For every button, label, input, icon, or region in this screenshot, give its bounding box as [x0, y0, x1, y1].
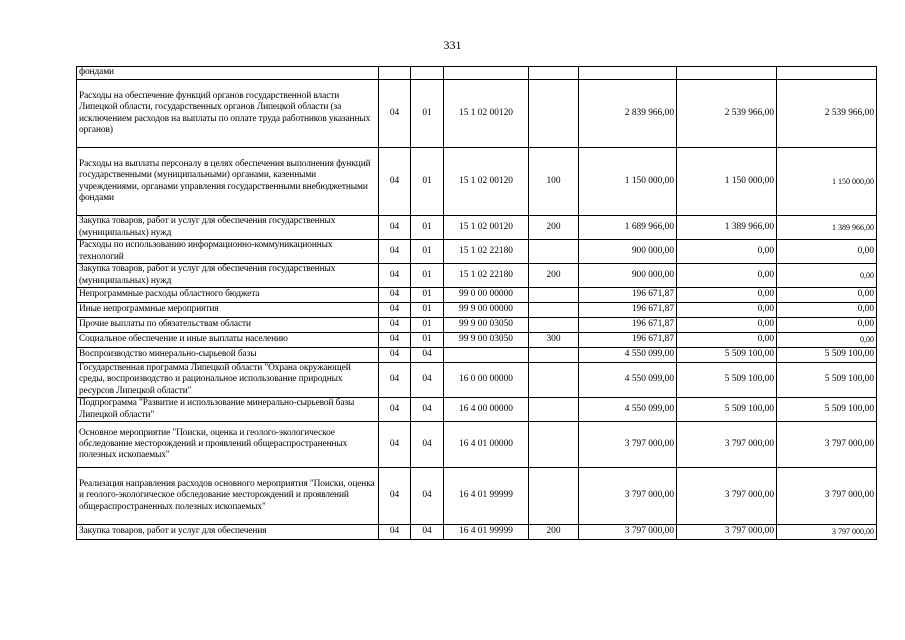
- row-name: Закупка товаров, работ и услуг для обеспечения государственных (муниципальных) нужд: [77, 216, 379, 240]
- amount-year-1: 3 797 000,00: [579, 525, 677, 540]
- section-code: 04: [379, 288, 411, 303]
- section-code: 04: [379, 398, 411, 422]
- amount-year-2: 3 797 000,00: [677, 422, 777, 468]
- amount-year-3: 1 150 000,00: [777, 148, 877, 216]
- expense-type-code: 300: [529, 333, 579, 348]
- subsection-code: 01: [411, 240, 444, 264]
- amount-year-3: 0,00: [777, 288, 877, 303]
- target-article-code: 15 1 02 00120: [444, 148, 529, 216]
- budget-table: [76, 66, 877, 540]
- amount-year-3: 0,00: [777, 240, 877, 264]
- section-code: 04: [379, 468, 411, 525]
- expense-type-code: 200: [529, 264, 579, 288]
- target-article-code: 16 4 01 00000: [444, 422, 529, 468]
- row-name: Расходы по использованию информационно-коммуникационных технологий: [77, 240, 379, 264]
- amount-year-3: 5 509 100,00: [777, 398, 877, 422]
- amount-year-1: 196 671,87: [579, 288, 677, 303]
- target-article-code: 16 4 01 99999: [444, 468, 529, 525]
- target-article-code: 15 1 02 22180: [444, 240, 529, 264]
- target-article-code: [444, 67, 529, 80]
- subsection-code: 01: [411, 333, 444, 348]
- section-code: 04: [379, 148, 411, 216]
- row-name: фондами: [77, 67, 379, 80]
- table-row: [77, 468, 877, 525]
- expense-type-code: [529, 468, 579, 525]
- amount-year-2: 0,00: [677, 333, 777, 348]
- amount-year-1: 196 671,87: [579, 333, 677, 348]
- table-row: [77, 67, 877, 80]
- amount-year-1: 900 000,00: [579, 264, 677, 288]
- amount-year-1: 4 550 099,00: [579, 398, 677, 422]
- expense-type-code: [529, 288, 579, 303]
- amount-year-1: 1 689 966,00: [579, 216, 677, 240]
- row-name: Иные непрограммные мероприятия: [77, 303, 379, 318]
- table-row: [77, 216, 877, 240]
- expense-type-code: 100: [529, 148, 579, 216]
- section-code: 04: [379, 333, 411, 348]
- subsection-code: 01: [411, 148, 444, 216]
- row-name: Государственная программа Липецкой области "Охрана окружающей среды, воспроизводство и рациональное использование природных ресурсов Липецкой области": [77, 363, 379, 398]
- amount-year-3: 1 389 966,00: [777, 216, 877, 240]
- page-number: 331: [443, 38, 462, 52]
- row-name: Основное мероприятие "Поиски, оценка и геолого-экологическое обследование месторождений и проявлений общераспространенных полезных ископаемых": [77, 422, 379, 468]
- section-code: 04: [379, 318, 411, 333]
- amount-year-2: 3 797 000,00: [677, 468, 777, 525]
- amount-year-1: 196 671,87: [579, 303, 677, 318]
- row-name: Реализация направления расходов основного мероприятия "Поиски, оценка и геолого-экологическое обследование месторождений и проявлений общераспространенных полезных ископаемых": [77, 468, 379, 525]
- section-code: 04: [379, 348, 411, 363]
- section-code: 04: [379, 363, 411, 398]
- expense-type-code: [529, 422, 579, 468]
- section-code: 04: [379, 80, 411, 148]
- amount-year-3: 5 509 100,00: [777, 363, 877, 398]
- row-name: Непрограммные расходы областного бюджета: [77, 288, 379, 303]
- amount-year-3: [777, 67, 877, 80]
- target-article-code: 15 1 02 00120: [444, 216, 529, 240]
- amount-year-3: 0,00: [777, 264, 877, 288]
- amount-year-3: 3 797 000,00: [777, 468, 877, 525]
- expense-type-code: 200: [529, 525, 579, 540]
- amount-year-2: 5 509 100,00: [677, 398, 777, 422]
- amount-year-2: 1 389 966,00: [677, 216, 777, 240]
- section-code: 04: [379, 525, 411, 540]
- table-row: [77, 288, 877, 303]
- amount-year-2: 5 509 100,00: [677, 363, 777, 398]
- table-row: [77, 398, 877, 422]
- target-article-code: [444, 348, 529, 363]
- subsection-code: 01: [411, 216, 444, 240]
- row-name: Расходы на обеспечение функций органов государственной власти Липецкой области, государственных органов Липецкой области (за исключением расходов на выплаты по оплате труда работников указанных органов): [77, 80, 379, 148]
- target-article-code: 16 4 00 00000: [444, 398, 529, 422]
- expense-type-code: [529, 67, 579, 80]
- amount-year-1: 900 000,00: [579, 240, 677, 264]
- table-row: [77, 318, 877, 333]
- table-row: [77, 363, 877, 398]
- amount-year-1: 3 797 000,00: [579, 468, 677, 525]
- amount-year-1: 1 150 000,00: [579, 148, 677, 216]
- expense-type-code: [529, 240, 579, 264]
- amount-year-1: [579, 67, 677, 80]
- amount-year-2: 5 509 100,00: [677, 348, 777, 363]
- expense-type-code: 200: [529, 216, 579, 240]
- amount-year-1: 4 550 099,00: [579, 348, 677, 363]
- amount-year-2: 0,00: [677, 264, 777, 288]
- amount-year-3: 3 797 000,00: [777, 525, 877, 540]
- amount-year-2: 2 539 966,00: [677, 80, 777, 148]
- table-row: [77, 303, 877, 318]
- row-name: Подпрограмма "Развитие и использование минерально-сырьевой базы Липецкой области": [77, 398, 379, 422]
- table-row: [77, 422, 877, 468]
- subsection-code: 04: [411, 525, 444, 540]
- subsection-code: 01: [411, 318, 444, 333]
- amount-year-3: 0,00: [777, 333, 877, 348]
- section-code: 04: [379, 264, 411, 288]
- subsection-code: 04: [411, 348, 444, 363]
- row-name: Прочие выплаты по обязательствам области: [77, 318, 379, 333]
- table-row: [77, 148, 877, 216]
- section-code: [379, 67, 411, 80]
- amount-year-1: 3 797 000,00: [579, 422, 677, 468]
- section-code: 04: [379, 216, 411, 240]
- amount-year-3: 0,00: [777, 303, 877, 318]
- expense-type-code: [529, 318, 579, 333]
- table-row: [77, 333, 877, 348]
- table-row: [77, 240, 877, 264]
- amount-year-3: 2 539 966,00: [777, 80, 877, 148]
- row-name: Расходы на выплаты персоналу в целях обеспечения выполнения функций государственными (муниципальными) органами, казенными учреждениями, органами управления государственными внебюджетными фондами: [77, 148, 379, 216]
- subsection-code: 04: [411, 398, 444, 422]
- table-row: [77, 264, 877, 288]
- amount-year-3: 0,00: [777, 318, 877, 333]
- amount-year-1: 196 671,87: [579, 318, 677, 333]
- subsection-code: 01: [411, 303, 444, 318]
- target-article-code: 99 9 00 00000: [444, 303, 529, 318]
- amount-year-2: [677, 67, 777, 80]
- subsection-code: 01: [411, 264, 444, 288]
- expense-type-code: [529, 363, 579, 398]
- expense-type-code: [529, 398, 579, 422]
- table-row: [77, 348, 877, 363]
- row-name: Социальное обеспечение и иные выплаты населению: [77, 333, 379, 348]
- amount-year-1: 4 550 099,00: [579, 363, 677, 398]
- table-row: [77, 525, 877, 540]
- amount-year-2: 0,00: [677, 303, 777, 318]
- section-code: 04: [379, 422, 411, 468]
- amount-year-2: 0,00: [677, 318, 777, 333]
- amount-year-2: 0,00: [677, 288, 777, 303]
- table-row: [77, 80, 877, 148]
- amount-year-1: 2 839 966,00: [579, 80, 677, 148]
- target-article-code: 16 0 00 00000: [444, 363, 529, 398]
- amount-year-3: 3 797 000,00: [777, 422, 877, 468]
- target-article-code: 16 4 01 99999: [444, 525, 529, 540]
- target-article-code: 15 1 02 00120: [444, 80, 529, 148]
- row-name: Воспроизводство минерально-сырьевой базы: [77, 348, 379, 363]
- amount-year-2: 3 797 000,00: [677, 525, 777, 540]
- section-code: 04: [379, 240, 411, 264]
- subsection-code: [411, 67, 444, 80]
- target-article-code: 99 0 00 00000: [444, 288, 529, 303]
- subsection-code: 04: [411, 468, 444, 525]
- amount-year-2: 0,00: [677, 240, 777, 264]
- subsection-code: 04: [411, 422, 444, 468]
- row-name: Закупка товаров, работ и услуг для обеспечения государственных (муниципальных) нужд: [77, 264, 379, 288]
- subsection-code: 01: [411, 288, 444, 303]
- amount-year-3: 5 509 100,00: [777, 348, 877, 363]
- subsection-code: 01: [411, 80, 444, 148]
- section-code: 04: [379, 303, 411, 318]
- row-name: Закупка товаров, работ и услуг для обеспечения: [77, 525, 379, 540]
- target-article-code: 99 9 00 03050: [444, 333, 529, 348]
- expense-type-code: [529, 303, 579, 318]
- amount-year-2: 1 150 000,00: [677, 148, 777, 216]
- target-article-code: 15 1 02 22180: [444, 264, 529, 288]
- expense-type-code: [529, 80, 579, 148]
- expense-type-code: [529, 348, 579, 363]
- target-article-code: 99 9 00 03050: [444, 318, 529, 333]
- subsection-code: 04: [411, 363, 444, 398]
